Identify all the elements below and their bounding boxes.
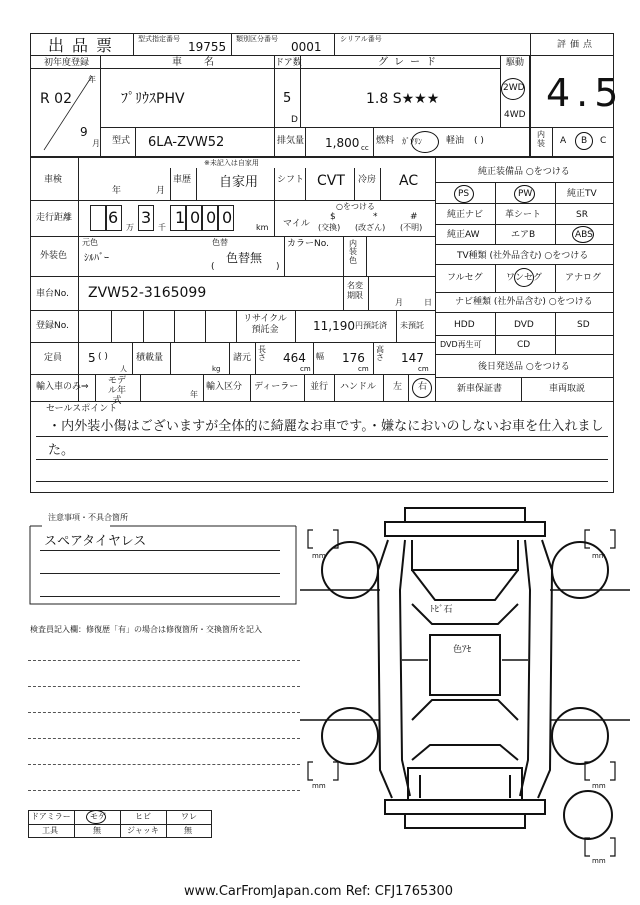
divider xyxy=(530,127,614,128)
rating-value: 4.5 xyxy=(546,71,625,115)
interior-b-circle xyxy=(575,132,593,150)
model-label: 型式 xyxy=(112,136,131,146)
displacement-unit: cc xyxy=(361,144,369,152)
divider xyxy=(495,264,496,292)
parallel-label: 並行 xyxy=(310,382,329,392)
divider xyxy=(274,200,275,236)
tv-fullseg: フルセグ xyxy=(447,273,483,283)
divider xyxy=(495,182,496,244)
divider xyxy=(435,354,614,355)
title-label: 名変期限 xyxy=(347,281,363,300)
divider xyxy=(354,168,355,200)
divider xyxy=(408,374,409,401)
damage-mark-fade: 色ｱｾ xyxy=(453,645,472,655)
tv-oneseg: ワンセグ xyxy=(506,273,543,283)
width-unit: cm xyxy=(358,365,369,373)
doors-value: 5 xyxy=(283,91,292,106)
model-value: 6LA-ZVW52 xyxy=(148,135,225,150)
divider xyxy=(30,236,435,237)
sym-star: * xyxy=(373,212,378,222)
footer-watermark: www.CarFromJapan.com Ref: CFJ1765300 xyxy=(184,884,454,899)
dashed-line xyxy=(28,660,300,661)
repaint-paren-open: ( xyxy=(211,262,215,272)
tv-title: TV種類 (社外品含む) ○をつける xyxy=(457,251,589,261)
rear-title: 後日発送品 ○をつける xyxy=(478,362,570,372)
handle-label: ハンドル xyxy=(340,382,377,392)
divider xyxy=(40,596,280,597)
displacement-value: 1,800 xyxy=(325,136,360,150)
equipment-title: 純正装備品 ○をつける xyxy=(478,167,570,177)
history-label: 車歴 xyxy=(173,175,192,185)
interior-label: 内装 xyxy=(537,130,545,148)
divider xyxy=(78,157,79,401)
year-unit: 年 xyxy=(88,75,96,84)
notes-line-1: スペアタイヤレス xyxy=(44,534,147,549)
ac-label: 冷房 xyxy=(358,175,377,185)
repaint-label: 色替 xyxy=(212,238,228,247)
mile-label: マイル xyxy=(283,219,310,229)
nav-dvd: DVD xyxy=(514,320,534,330)
kg-unit: kg xyxy=(212,365,221,373)
divider xyxy=(373,342,374,374)
grade-value: 1.8 S★★★ xyxy=(366,91,440,107)
divider xyxy=(435,182,614,183)
divider xyxy=(555,182,556,244)
capacity-value: 5 xyxy=(88,351,96,365)
mileage-digit-box-1 xyxy=(90,205,106,231)
fuel-circle xyxy=(411,131,439,153)
divider xyxy=(383,374,384,401)
person-unit: 人 xyxy=(120,365,127,373)
divider xyxy=(30,55,614,56)
dashed-line xyxy=(28,764,300,765)
sym-hash: # xyxy=(410,212,418,222)
doors-type: D xyxy=(291,115,298,125)
mirror-h2-circle xyxy=(86,810,106,824)
car-damage-diagram xyxy=(300,500,630,870)
drive-4wd: 4WD xyxy=(504,110,526,120)
divider xyxy=(30,276,435,277)
divider xyxy=(529,55,530,157)
fuel-label: 燃料 xyxy=(376,136,395,146)
model-year-label: モデル年式 xyxy=(107,376,126,406)
divider xyxy=(305,127,306,157)
recycle-label: リサイクル預託金 xyxy=(243,314,287,335)
int-color-label: 内装色 xyxy=(349,239,357,265)
fuel-light: 軽油 xyxy=(446,136,465,146)
sym-unknown: (不明) xyxy=(400,223,423,232)
divider xyxy=(304,374,305,401)
divider xyxy=(435,312,614,313)
dvd-label: DVD再生可 xyxy=(440,340,482,349)
dashed-line xyxy=(28,790,300,791)
length-value: 464 xyxy=(283,351,306,365)
mirror-h2: モゲ xyxy=(90,812,106,821)
rear-warranty: 新車保証書 xyxy=(457,384,503,394)
shift-value: CVT xyxy=(317,173,345,189)
equip-pw-circle xyxy=(514,185,535,203)
divider xyxy=(366,236,367,276)
km-unit: km xyxy=(256,223,269,232)
history-value: 自家用 xyxy=(219,175,259,190)
equip-pw: PW xyxy=(518,189,533,199)
vehicle-name: ﾌﾟﾘｳｽPHV xyxy=(121,91,185,107)
repaint-value: 色替無 xyxy=(226,251,263,265)
interior-c: C xyxy=(600,136,607,146)
divider xyxy=(521,377,522,401)
serial-label: シリアル番号 xyxy=(340,35,382,43)
month-unit: 月 xyxy=(92,139,100,148)
import-class-label: 輸入区分 xyxy=(206,382,243,392)
divider xyxy=(396,310,397,342)
divider xyxy=(295,310,296,342)
divider xyxy=(30,310,435,311)
divider xyxy=(343,276,344,310)
height-label: 高さ xyxy=(376,345,384,363)
divider xyxy=(555,312,556,354)
divider xyxy=(274,168,275,200)
doors-label: ドア数 xyxy=(275,58,302,68)
grade-label: グレード xyxy=(378,57,442,68)
shaken-label: 車検 xyxy=(44,175,63,185)
tv-oneseg-circle xyxy=(514,268,534,287)
divider xyxy=(435,292,614,293)
recycle-unit: 円預託済 xyxy=(355,321,387,330)
divider xyxy=(143,310,144,342)
dashed-line xyxy=(28,686,300,687)
divider xyxy=(40,550,280,551)
repaint-paren-close: ) xyxy=(276,262,280,272)
nav-title: ナビ種類 (社外品含む) ○をつける xyxy=(455,297,593,307)
orig-color-label: 元色 xyxy=(82,238,98,247)
divider xyxy=(135,127,136,157)
divider xyxy=(95,374,96,401)
equip-airbag: エアB xyxy=(511,230,536,240)
height-unit: cm xyxy=(418,365,429,373)
divider xyxy=(530,33,531,157)
divider xyxy=(30,401,614,402)
unreg-note: ※未記入は自家用 xyxy=(204,159,259,167)
divider xyxy=(255,342,256,374)
divider xyxy=(74,810,75,838)
mileage-digit-1: 6 xyxy=(108,208,119,227)
sheet-title: 出品票 xyxy=(48,36,121,55)
inspector-label: 検査員記入欄：修復歴「有」の場合は修復箇所・交換箇所を記入 xyxy=(30,625,262,634)
import-label: 輸入車のみ⇒ xyxy=(36,382,89,392)
divider xyxy=(196,168,197,200)
mileage-digit-4: 0 xyxy=(190,208,201,227)
divider xyxy=(274,127,275,157)
type-no-label: 型式指定番号 xyxy=(138,35,180,43)
equip-leather: 革シート xyxy=(505,210,542,220)
nav-hdd: HDD xyxy=(454,320,475,330)
model-year-unit: 年 xyxy=(190,390,198,399)
divider xyxy=(30,374,435,375)
ac-value: AC xyxy=(399,173,419,189)
length-unit: cm xyxy=(300,365,311,373)
tv-analog: アナログ xyxy=(565,273,602,283)
equip-sr: SR xyxy=(576,210,588,220)
divider xyxy=(166,810,167,838)
reg-no-label: 登録No. xyxy=(36,321,69,331)
divider xyxy=(495,312,496,354)
divider xyxy=(435,377,614,378)
mm-unit-3: mm xyxy=(312,782,326,790)
divider xyxy=(313,342,314,374)
man-unit: 万 xyxy=(126,223,134,232)
shaken-month-unit: 月 xyxy=(156,186,166,196)
divider xyxy=(111,310,112,342)
divider xyxy=(174,310,175,342)
divider xyxy=(334,374,335,401)
type-no: 19755 xyxy=(188,40,227,54)
notes-label: 注意事項・不具合箇所 xyxy=(48,513,128,522)
equip-tv: 純正TV xyxy=(567,189,597,199)
shaken-year-unit: 年 xyxy=(112,186,122,196)
drive-2wd-circle xyxy=(501,78,525,100)
divider xyxy=(435,244,614,245)
mm-unit-1: mm xyxy=(312,552,326,560)
fuel-paren: ( ) xyxy=(474,136,484,146)
drive-label: 駆動 xyxy=(506,58,525,68)
equip-nav: 純正ナビ xyxy=(447,210,484,220)
sym-dollar: $ xyxy=(330,212,336,222)
divider xyxy=(205,310,206,342)
mileage-label: 走行距離 xyxy=(36,213,73,223)
divider xyxy=(435,264,614,265)
divider xyxy=(36,481,608,482)
mm-unit-4: mm xyxy=(592,782,606,790)
sym-exchange: (交換) xyxy=(318,223,341,232)
notes-frame xyxy=(28,513,298,608)
mm-unit-5: mm xyxy=(592,857,606,865)
dashed-line xyxy=(28,712,300,713)
right-label: 右 xyxy=(418,382,428,392)
mirror-r3: ジャッキ xyxy=(127,826,159,835)
divider xyxy=(373,127,374,157)
divider xyxy=(435,224,614,225)
recycle-value: 11,190 xyxy=(313,319,355,333)
orig-color-value: ｼﾙﾊﾞｰ xyxy=(84,253,109,264)
color-no-label: カラーNo. xyxy=(287,239,329,249)
interior-b: B xyxy=(581,136,588,146)
mirror-r2: 無 xyxy=(93,826,101,835)
color-label: 外装色 xyxy=(40,251,68,261)
title-month-unit: 月 xyxy=(395,298,403,307)
mileage-digit-3: 1 xyxy=(175,208,186,227)
equip-abs: ABS xyxy=(575,230,593,240)
class-no-label: 類別区分番号 xyxy=(236,35,278,43)
mileage-digit-5: 0 xyxy=(222,208,233,227)
divider xyxy=(368,276,369,310)
cd-label: CD xyxy=(517,340,531,350)
divider xyxy=(100,127,530,128)
divider xyxy=(203,374,204,401)
check-note: ○をつける xyxy=(336,202,375,211)
dims-label: 諸元 xyxy=(233,353,252,363)
first-reg-label: 初年度登録 xyxy=(44,58,90,68)
divider xyxy=(30,200,435,201)
divider xyxy=(300,55,301,127)
right-circle xyxy=(412,378,432,398)
chassis-label: 車台No. xyxy=(36,289,69,299)
equip-aw: 純正AW xyxy=(447,230,480,240)
sales-label: セールスポイント xyxy=(46,404,118,414)
fuel-value: ｶﾞｿﾘﾝ xyxy=(402,137,422,146)
divider xyxy=(343,236,344,276)
mileage-digit-0: 0 xyxy=(206,208,217,227)
equip-abs-circle xyxy=(572,226,594,243)
sales-line-2: た。 xyxy=(48,443,75,458)
class-no: 0001 xyxy=(291,40,322,54)
capacity-label: 定員 xyxy=(44,353,63,363)
mirror-r1: 工具 xyxy=(42,826,58,835)
nav-sd: SD xyxy=(577,320,590,330)
displacement-label: 排気量 xyxy=(277,136,305,146)
title-day-unit: 日 xyxy=(424,298,432,307)
divider xyxy=(435,335,614,336)
divider xyxy=(305,168,306,200)
load-label: 積載量 xyxy=(136,353,164,363)
rear-manual: 車両取説 xyxy=(549,384,586,394)
divider xyxy=(170,342,171,374)
mileage-digit-2: 3 xyxy=(141,208,152,227)
divider xyxy=(30,68,500,69)
dashed-line xyxy=(28,738,300,739)
divider xyxy=(555,264,556,292)
first-reg-month: 9 xyxy=(80,125,88,139)
divider xyxy=(334,33,335,55)
divider xyxy=(380,168,381,200)
divider xyxy=(170,168,171,200)
divider xyxy=(100,55,101,157)
capacity-paren: ( ) xyxy=(98,352,108,362)
mirror-h1: ドアミラー xyxy=(31,812,71,821)
divider xyxy=(435,203,614,204)
divider xyxy=(552,127,553,157)
first-reg-year: R 02 xyxy=(40,91,72,107)
interior-a: A xyxy=(560,136,567,146)
sales-line-1: ・内外装小傷はございますが全体的に綺麗なお車です。・嫌なにおいのしないお車を仕入れまし xyxy=(48,419,604,434)
chassis-value: ZVW52-3165099 xyxy=(88,285,207,301)
shift-label: シフト xyxy=(277,175,305,185)
divider xyxy=(30,342,435,343)
divider xyxy=(132,342,133,374)
divider xyxy=(435,157,436,401)
dealer-label: ディーラー xyxy=(254,382,299,392)
divider xyxy=(250,374,251,401)
divider xyxy=(40,573,280,574)
divider xyxy=(36,459,608,460)
divider xyxy=(236,310,237,342)
mirror-h3: ヒビ xyxy=(135,812,151,821)
sen-unit: 千 xyxy=(158,223,166,232)
divider xyxy=(284,236,285,276)
divider xyxy=(36,436,608,437)
equip-ps-circle xyxy=(454,185,474,203)
unpaid-label: 未預託 xyxy=(400,321,424,330)
width-value: 176 xyxy=(342,351,365,365)
width-label: 幅 xyxy=(316,352,324,361)
divider xyxy=(133,33,134,55)
mm-unit-2: mm xyxy=(592,552,606,560)
rating-label: 評価点 xyxy=(557,40,597,50)
equip-ps: PS xyxy=(458,189,470,199)
divider xyxy=(120,810,121,838)
mirror-h4: ワレ xyxy=(181,812,197,821)
divider xyxy=(140,374,141,401)
divider xyxy=(229,342,230,374)
name-label: 車名 xyxy=(172,57,236,68)
damage-mark-chip: ﾄﾋﾞ石 xyxy=(430,605,453,615)
mirror-r4: 無 xyxy=(184,826,192,835)
height-value: 147 xyxy=(401,351,424,365)
len-label: 長さ xyxy=(258,345,266,363)
divider xyxy=(231,33,232,55)
left-label: 左 xyxy=(393,382,403,392)
drive-2wd: 2WD xyxy=(503,83,525,93)
sym-altered: (改ざん) xyxy=(355,223,386,232)
